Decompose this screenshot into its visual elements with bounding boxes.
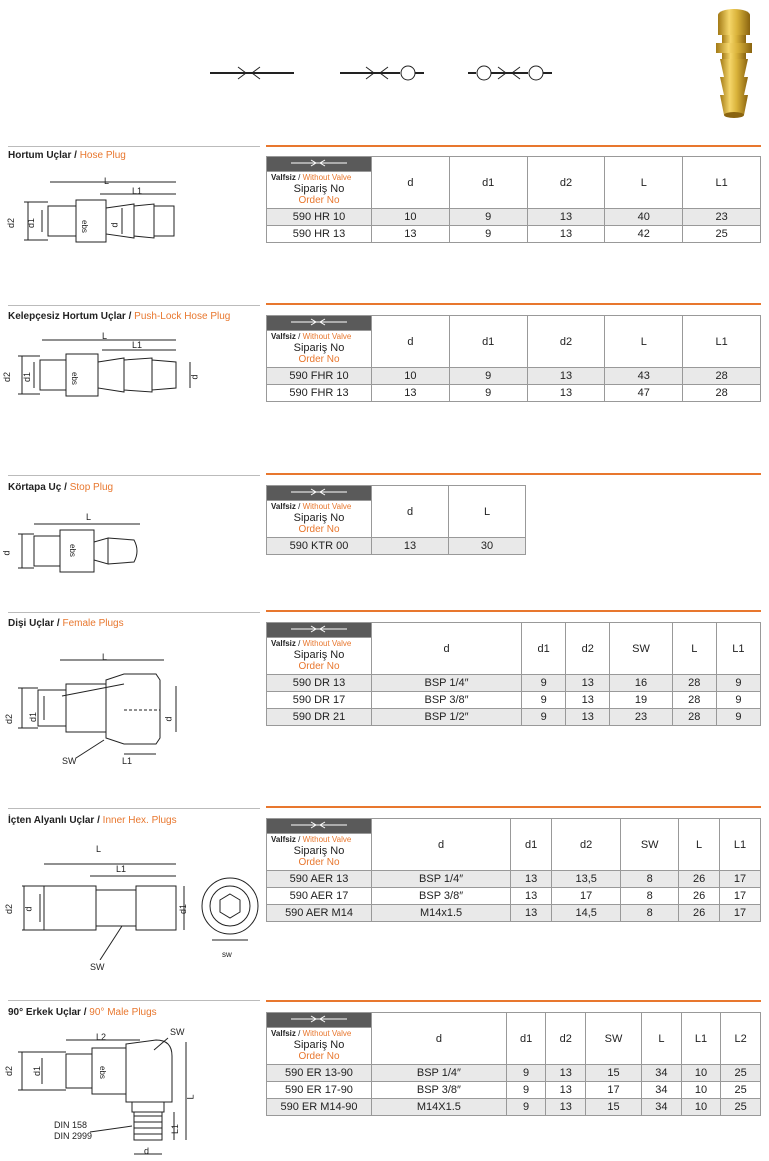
table-row: 590 HR 13 13 9 13 42 25 xyxy=(267,226,761,243)
table-row: 590 AER 13 BSP 1/4″ 13 13,5 8 26 17 xyxy=(267,871,761,888)
hose-dim-d1: d1 xyxy=(26,217,37,229)
section-title-hose-plug: Hortum Uçlar / Hose Plug xyxy=(8,150,126,161)
90-male-diagram xyxy=(4,1030,204,1160)
female-dim-d1: d1 xyxy=(28,711,39,723)
no-valve-icon xyxy=(267,486,372,501)
male90-din2999: DIN 2999 xyxy=(54,1131,93,1141)
female-dim-L1: L1 xyxy=(122,756,133,766)
male90-dim-L: L xyxy=(185,1094,196,1100)
table-row: 590 ER M14-90 M14X1.5 9 13 15 34 10 25 xyxy=(267,1099,761,1116)
table-row: 590 DR 21 BSP 1/2″ 9 13 23 28 9 xyxy=(267,709,761,726)
svg-text:ebs: ebs xyxy=(98,1066,107,1079)
innerhex-dim-d: d xyxy=(23,906,34,912)
svg-text:ebs: ebs xyxy=(80,220,89,233)
no-valve-icon xyxy=(267,316,372,331)
section-title-push-lock: Kelepçesiz Hortum Uçlar / Push-Lock Hose Plug xyxy=(8,311,231,322)
push-lock-table: d d1 d2 L L1 Valfsiz / Without Valve Sipariş No Order No 590 FHR 10 10 9 13 43 28 590 FHR 13 13 9 13 47 28 xyxy=(266,315,761,402)
table-row: 590 KTR 00 13 30 xyxy=(267,538,526,555)
innerhex-dim-d1: d1 xyxy=(178,903,189,915)
table-row: 590 HR 10 10 9 13 40 23 xyxy=(267,209,761,226)
symbol-two-valve-icon xyxy=(466,62,554,84)
no-valve-icon xyxy=(267,1013,372,1028)
female-dim-d: d xyxy=(163,716,174,722)
male90-dim-d2: d2 xyxy=(4,1065,15,1077)
male90-din158: DIN 158 xyxy=(54,1120,88,1130)
pushlock-dim-L: L xyxy=(102,331,108,341)
symbol-one-valve-icon xyxy=(338,62,426,84)
90-male-table: d d1 d2 SW L L1 L2 Valfsiz / Without Valve Sipariş No Order No 590 ER 13-90 BSP 1/4″ 9 13 15 34 10 25 590 ER 17-90 BSP 3/8″ 9 13 17 34 10 25 590 ER M14-90 M14X1.5 9 13 15 34 10 25 xyxy=(266,1012,761,1116)
table-row: 590 DR 17 BSP 3/8″ 9 13 19 28 9 xyxy=(267,692,761,709)
table-row: 590 AER 17 BSP 3/8″ 13 17 8 26 17 xyxy=(267,888,761,905)
hose-plug-table: d d1 d2 L L1 Valfsiz / Without Valve Sipariş No Order No 590 HR 10 10 9 13 40 23 590 HR 13 13 9 13 42 25 xyxy=(266,156,761,243)
table-row: 590 ER 17-90 BSP 3/8″ 9 13 17 34 10 25 xyxy=(267,1082,761,1099)
symbol-no-valve-icon xyxy=(208,62,296,84)
male90-dim-SW: SW xyxy=(170,1027,185,1037)
innerhex-dim-L1: L1 xyxy=(116,864,127,874)
table-row: 590 FHR 13 13 9 13 47 28 xyxy=(267,385,761,402)
stop-dim-d: d xyxy=(1,550,12,556)
table-row: 590 FHR 10 10 9 13 43 28 xyxy=(267,368,761,385)
inner-hex-diagram xyxy=(4,850,264,960)
female-dim-d2: d2 xyxy=(4,713,15,725)
stop-plug-diagram xyxy=(1,512,164,582)
section-title-inner-hex: İçten Alyanlı Uçlar / Inner Hex. Plugs xyxy=(8,815,177,826)
table-row: 590 DR 13 BSP 1/4″ 9 13 16 28 9 xyxy=(267,675,761,692)
no-valve-icon xyxy=(267,623,372,638)
pushlock-dim-d: d xyxy=(189,374,200,380)
pushlock-dim-d1: d1 xyxy=(22,371,33,383)
male90-dim-d1: d1 xyxy=(32,1065,43,1077)
male90-dim-L1: L1 xyxy=(170,1123,181,1135)
pushlock-dim-d2: d2 xyxy=(2,371,13,383)
product-photo xyxy=(706,3,762,121)
table-row: 590 AER M14 M14x1.5 13 14,5 8 26 17 xyxy=(267,905,761,922)
no-valve-icon xyxy=(267,157,372,172)
innerhex-dim-L: L xyxy=(96,844,102,854)
section-title-female-plugs: Dişi Uçlar / Female Plugs xyxy=(8,618,124,629)
inner-hex-table: d d1 d2 SW L L1 Valfsiz / Without Valve Sipariş No Order No 590 AER 13 BSP 1/4″ 13 13,5 8 26 17 590 AER 17 BSP 3/8″ 13 17 8 26 17 590 AER M14 M14x1.5 13 14,5 8 26 17 xyxy=(266,818,761,922)
pushlock-dim-L1: L1 xyxy=(132,340,143,350)
innerhex-dim-sw: sw xyxy=(222,950,232,959)
hose-dim-d2: d2 xyxy=(6,217,17,229)
no-valve-icon xyxy=(267,819,372,834)
hose-dim-L1: L1 xyxy=(132,186,143,196)
female-dim-L: L xyxy=(102,652,108,662)
male90-dim-d: d xyxy=(144,1146,150,1156)
svg-text:ebs: ebs xyxy=(70,372,79,385)
svg-text:ebs: ebs xyxy=(68,544,77,557)
female-dim-SW: SW xyxy=(62,756,77,766)
hose-dim-d: d xyxy=(109,222,120,228)
female-plugs-table: d d1 d2 SW L L1 Valfsiz / Without Valve Sipariş No Order No 590 DR 13 BSP 1/4″ 9 13 16 28 9 590 DR 17 BSP 3/8″ 9 13 19 28 9 590 DR 21 BSP 1/2″ 9 13 23 28 9 xyxy=(266,622,761,726)
section-title-90-male: 90° Erkek Uçlar / 90° Male Plugs xyxy=(8,1007,157,1018)
male90-dim-L2: L2 xyxy=(96,1032,107,1042)
innerhex-dim-SW: SW xyxy=(90,962,105,972)
hose-dim-L: L xyxy=(104,176,110,186)
section-title-stop-plug: Körtapa Uç / Stop Plug xyxy=(8,482,114,493)
stop-dim-L: L xyxy=(86,512,92,522)
innerhex-dim-d2: d2 xyxy=(4,903,15,915)
table-row: 590 ER 13-90 BSP 1/4″ 9 13 15 34 10 25 xyxy=(267,1065,761,1082)
stop-plug-table: d L Valfsiz / Without Valve Sipariş No Order No 590 KTR 00 13 30 xyxy=(266,485,526,555)
